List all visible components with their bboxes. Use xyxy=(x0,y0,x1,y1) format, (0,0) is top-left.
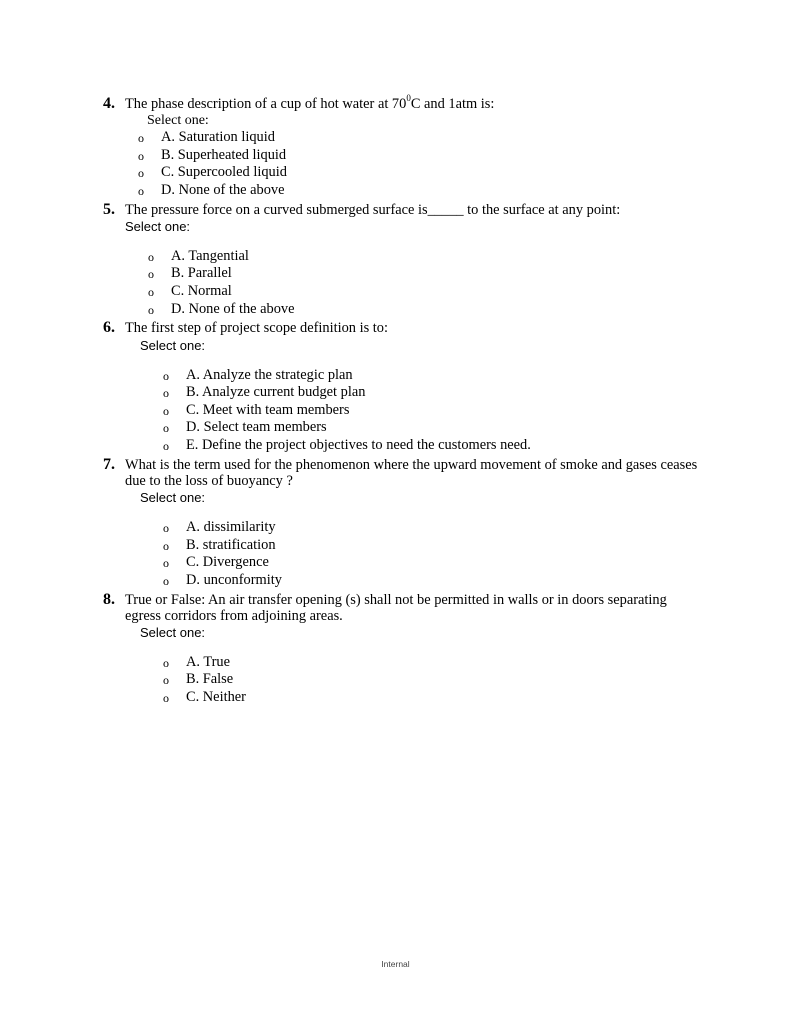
option-b[interactable]: B. False xyxy=(186,671,234,687)
option-bullet: o xyxy=(138,149,144,163)
option-a[interactable]: A. True xyxy=(186,654,230,670)
select-one-label: Select one: xyxy=(147,113,209,128)
option-bullet: o xyxy=(138,184,144,198)
option-c[interactable]: C. Normal xyxy=(171,283,232,299)
footer-classification-label: Internal xyxy=(381,959,410,969)
option-d[interactable]: D. unconformity xyxy=(186,572,282,588)
question-text-line-1: True or False: An air transfer opening (s) shall not be permitted in walls or in doors separating xyxy=(125,592,667,608)
question-text-line-2: due to the loss of buoyancy ? xyxy=(125,473,293,489)
question-text: The first step of project scope definition is to: xyxy=(125,320,388,336)
option-b[interactable]: B. Parallel xyxy=(171,265,232,281)
option-a[interactable]: A. Saturation liquid xyxy=(161,129,275,145)
option-bullet: o xyxy=(163,369,169,383)
option-bullet: o xyxy=(163,439,169,453)
option-bullet: o xyxy=(148,267,154,281)
option-a[interactable]: A. dissimilarity xyxy=(186,519,276,535)
select-one-label: Select one: xyxy=(140,338,206,353)
option-e[interactable]: E. Define the project objectives to need the customers need. xyxy=(186,437,531,453)
option-bullet: o xyxy=(163,574,169,588)
option-bullet: o xyxy=(163,421,169,435)
question-number: 5. xyxy=(103,201,115,218)
option-bullet: o xyxy=(138,166,144,180)
option-d[interactable]: D. None of the above xyxy=(171,301,295,317)
option-b[interactable]: B. stratification xyxy=(186,537,276,553)
question-text: The pressure force on a curved submerged surface is_____ to the surface at any point: xyxy=(125,202,621,218)
option-a[interactable]: A. Analyze the strategic plan xyxy=(186,367,353,383)
option-bullet: o xyxy=(163,656,169,670)
option-bullet: o xyxy=(163,673,169,687)
select-one-label: Select one: xyxy=(140,625,206,640)
question-number: 6. xyxy=(103,319,115,336)
option-bullet: o xyxy=(163,386,169,400)
question-number: 8. xyxy=(103,591,115,608)
option-bullet: o xyxy=(163,556,169,570)
option-c[interactable]: C. Meet with team members xyxy=(186,402,350,418)
question-text-line-2: egress corridors from adjoining areas. xyxy=(125,608,343,624)
question-number: 4. xyxy=(103,95,115,112)
select-one-label: Select one: xyxy=(125,219,191,234)
option-bullet: o xyxy=(138,131,144,145)
option-d[interactable]: D. None of the above xyxy=(161,182,285,198)
option-d[interactable]: D. Select team members xyxy=(186,419,327,435)
option-a[interactable]: A. Tangential xyxy=(171,248,249,264)
question-text: The phase description of a cup of hot water at $70^0C$ and 1atm is: xyxy=(125,93,495,112)
option-c[interactable]: C. Divergence xyxy=(186,554,269,570)
option-bullet: o xyxy=(163,521,169,535)
option-bullet: o xyxy=(148,303,154,317)
option-bullet: o xyxy=(163,404,169,418)
question-text-line-1: What is the term used for the phenomenon where the upward movement of smoke and gases ceases xyxy=(125,457,698,473)
option-bullet: o xyxy=(148,285,154,299)
select-one-label: Select one: xyxy=(140,490,206,505)
option-b[interactable]: B. Superheated liquid xyxy=(161,147,287,163)
option-bullet: o xyxy=(163,539,169,553)
option-c[interactable]: C. Supercooled liquid xyxy=(161,164,287,180)
option-bullet: o xyxy=(163,691,169,705)
question-number: 7. xyxy=(103,456,115,473)
option-b[interactable]: B. Analyze current budget plan xyxy=(186,384,366,400)
option-bullet: o xyxy=(148,250,154,264)
option-c[interactable]: C. Neither xyxy=(186,689,246,705)
